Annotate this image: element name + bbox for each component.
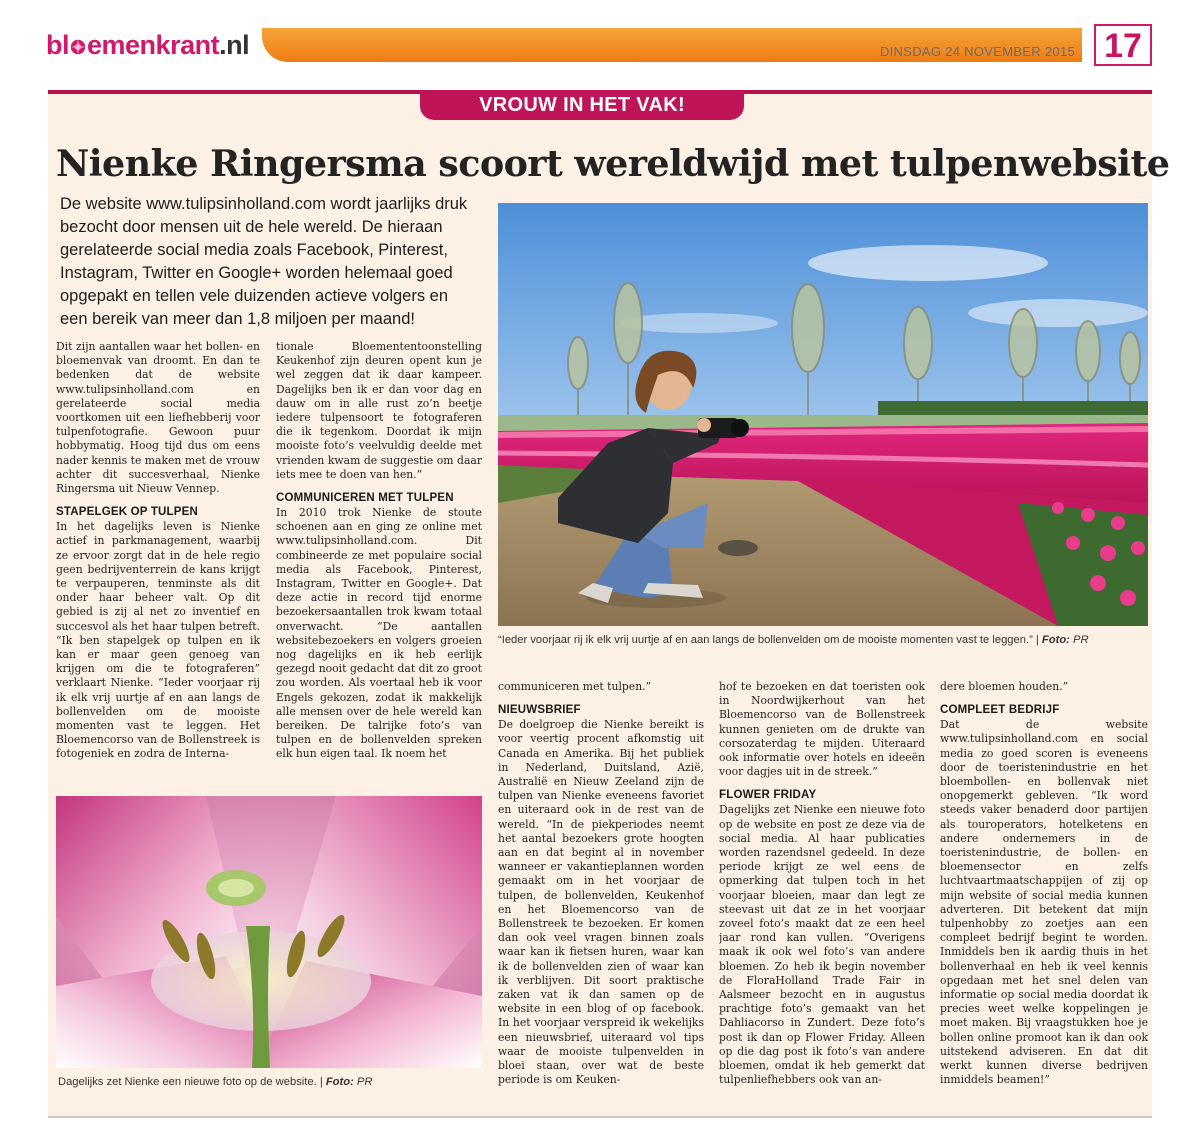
tulip-field-photo bbox=[498, 203, 1148, 626]
text-column-2 bbox=[276, 340, 482, 790]
photo-credit-label: Foto: bbox=[1041, 634, 1070, 646]
photo-credit-name: PR bbox=[1072, 634, 1089, 646]
paragraph: In 2010 trok Nienke de stoute schoenen aan en ging ze online met www.tulipsinholland.com. Dit combineerde ze met populaire social media als Facebook, Pinterest, Instagram, Twitter en Google+. Dat deze actie in record tijd enorme bezoekersaantallen trok kwam totaal onverwacht. “De aantallen websitebezoekers en volgers groeien nog dagelijks en ik heb eerlijk gezegd nooit gedacht dat dit zo groot zou worden. Als voertaal heb ik voor Engels gekozen, zodat ik makkelijk alle mensen over de hele wereld kan bereiken. De talrijke foto’s van tulpen en de bollenvelden spreken elk hun eigen taal. Ik noem het bbox=[276, 506, 482, 761]
subheading-stapelgek: STAPELGEK OP TULPEN bbox=[56, 506, 199, 519]
photo-tulip-field-photographer bbox=[498, 203, 1148, 626]
site-logo[interactable]: bl emenkrant.nl bbox=[46, 30, 250, 60]
paragraph: In het dagelijks leven is Nienke actief in parkmanagement, waarbij ze ervoor zorgt dat in de hele regio geen bedrijventerrein de kans krijgt te verpauperen, tenminste als dit onder haar beheer valt. Op dit gebied is zij al net zo inventief en succesvol als het haar tulpen betreft. “Ik ben stapelgek op tulpen en ik kan er maar geen genoeg van krijgen om die te fotograferen” verklaart Nienke. “Ieder voorjaar rij ik elk vrij uurtje af en aan langs de bollenvelden om de mooiste momenten vast te leggen. Het Bloemencorso van de Bollenstreek is fotogeniek en zodra de Interna- bbox=[56, 520, 260, 761]
text-column-1 bbox=[56, 340, 260, 790]
photo-credit-name: PR bbox=[356, 1076, 373, 1088]
subheading-communiceren: COMMUNICEREN MET TULPEN bbox=[276, 492, 454, 505]
bottom-divider bbox=[48, 1116, 1152, 1118]
tulip-closeup-photo bbox=[56, 796, 482, 1068]
page-number: 17 bbox=[1094, 24, 1152, 66]
subheading-flower-friday: FLOWER FRIDAY bbox=[719, 789, 817, 802]
paragraph: Dit zijn aantallen waar het bollen- en bloemenvak van droomt. En dan te bedenken dat de website www.tulipsinholland.com en gerelateerde social media voortkomen uit een liefhebberij voor tulpenfotografie. Gewoon puur hobbymatig. Hoog tijd dus om eens nader kennis te maken met de vrouw achter dit succesverhaal, Nienke Ringersma uit Nieuw Vennep. bbox=[56, 340, 260, 496]
text-column-4 bbox=[719, 680, 925, 1112]
text-column-5 bbox=[940, 680, 1148, 1112]
photo-tulip-closeup bbox=[56, 796, 482, 1068]
photo-caption-main: “Ieder voorjaar rij ik elk vrij uurtje af en aan langs de bollenvelden om de mooiste momenten vast te leggen.” | Foto: PR bbox=[498, 634, 1089, 646]
subheading-compleet-bedrijf: COMPLEET BEDRIJF bbox=[940, 704, 1060, 717]
photo-credit-label: Foto: bbox=[325, 1076, 354, 1088]
paragraph: tionale Bloemententoonstelling Keukenhof zijn deuren opent kun je wel zeggen dat ik daar kampeer. Dagelijks ben ik er dan voor dag en dauw om in alle rust zo’n beetje iedere tulpensoort te fotograferen die ik tegenkom. Doordat ik mijn mooiste foto’s veelvuldig deelde met vrienden kwam de suggestie om daar iets mee te doen van hen.” bbox=[276, 340, 482, 481]
paragraph: hof te bezoeken en dat toeristen ook in Noordwijkerhout van het Bloemencorso van de Bollenstreek kunnen genieten om de drukte van corsozaterdag te mijden. Uiteraard ook informatie over hotels en ideeën voor dagjes uit in de streek.” bbox=[719, 680, 925, 779]
article-headline: Nienke Ringersma scoort wereldwijd met tulpenwebsite bbox=[56, 142, 1170, 185]
paragraph: Dagelijks zet Nienke een nieuwe foto op de website en post ze deze via de social media. Al haar publicaties worden razendsnel gedeeld. In deze periode krijgt ze wel eens de opmerking dat tulpen toch in het voorjaar bloeien, maar dan legt ze steevast uit dat ze in het voorjaar zoveel foto’s maakt dat ze een heel jaar rond kan vullen. “Overigens maak ik ook wel foto’s van andere bloemen. Zo heb ik begin november de FloraHolland Trade Fair in Aalsmeer bezocht en in augustus prachtige foto’s gemaakt van het Dahliacorso in Zundert. Deze foto’s post ik dan op Flower Friday. Alleen op die dag post ik foto’s van andere bloemen, omdat ik heb gemerkt dat tulpenliefhebbers ook van an- bbox=[719, 803, 925, 1087]
paragraph: De doelgroep die Nienke bereikt is voor veertig procent afkomstig uit Canada en Amerika. Bij het publiek in Nederland, Duitsland, Azië, Australië en Nieuw Zeeland zijn de tulpen van Nienke eveneens favoriet en uiteraard ook in de rest van de wereld. “In de piekperiodes neemt het aantal bezoekers grote hoogten aan en dat begint al in november wanneer er vakantieplannen worden gemaakt om in het voorjaar de tulpen, de bollenvelden, Keukenhof en het Bloemencorso van de Bollenstreek te bezoeken. Er komen dan ook veel vragen binnen zoals waar kan ik fietsen huren, waar kan ik de bollenvelden zien of waar kan ik verblijven. Dit soort praktische zaken vat ik dan samen op de website in een blog of op facebook. In het voorjaar verspreid ik wekelijks een nieuwsbrief, uiteraard vol tips waar de mooiste tulpenvelden in bloei staan, over wat de beste periode is om Keuken- bbox=[498, 718, 704, 1087]
photo-caption-tulip: Dagelijks zet Nienke een nieuwe foto op de website. | Foto: PR bbox=[58, 1076, 373, 1088]
paragraph: dere bloemen houden.” bbox=[940, 680, 1069, 693]
text-column-3 bbox=[498, 680, 704, 1112]
issue-date: DINSDAG 24 NOVEMBER 2015 bbox=[879, 44, 1075, 59]
article-intro: De website www.tulipsinholland.com wordt jaarlijks druk bezocht door mensen uit de hele wereld. De hieraan gerelateerde social media zoals Facebook, Pinterest, Instagram, Twitter en Google+ worden helemaal goed opgepakt en tellen vele duizenden actieve volgers en een bereik van meer dan 1,8 miljoen per maand! bbox=[60, 195, 468, 328]
paragraph: Dat de website www.tulipsinholland.com en social media zo goed scoren is eveneens door de toeristenindustrie en het bloembollen- en bollenvak niet onopgemerkt gebleven. “Ik word steeds vaker benaderd door partijen als touroperators, hotelketens en andere ondernemers in de toeristenindustrie, de bollen- en bloemensector en zelfs luchtvaartmaatschappijen of zij op mijn website of social media kunnen adverteren. Dit betekent dat mijn tulpenhobby zo zoetjes aan een compleet bedrijf begint te worden. Inmiddels ben ik aardig thuis in het bollenverhaal en heb ik veel kennis opgedaan met het snel delen van informatie op social media doordat ik precies weet welke koppelingen je moet maken. Bij vraagstukken hoe je bollen online promoot kan ik dan ook uitstekend adviseren. En dat dit werkt kunnen diverse bedrijven inmiddels beamen!” bbox=[940, 718, 1148, 1087]
section-kicker: VROUW IN HET VAK! bbox=[420, 90, 744, 120]
subheading-nieuwsbrief: NIEUWSBRIEF bbox=[498, 704, 581, 717]
flower-logo-icon bbox=[69, 38, 87, 56]
paragraph: communiceren met tulpen.” bbox=[498, 680, 652, 693]
